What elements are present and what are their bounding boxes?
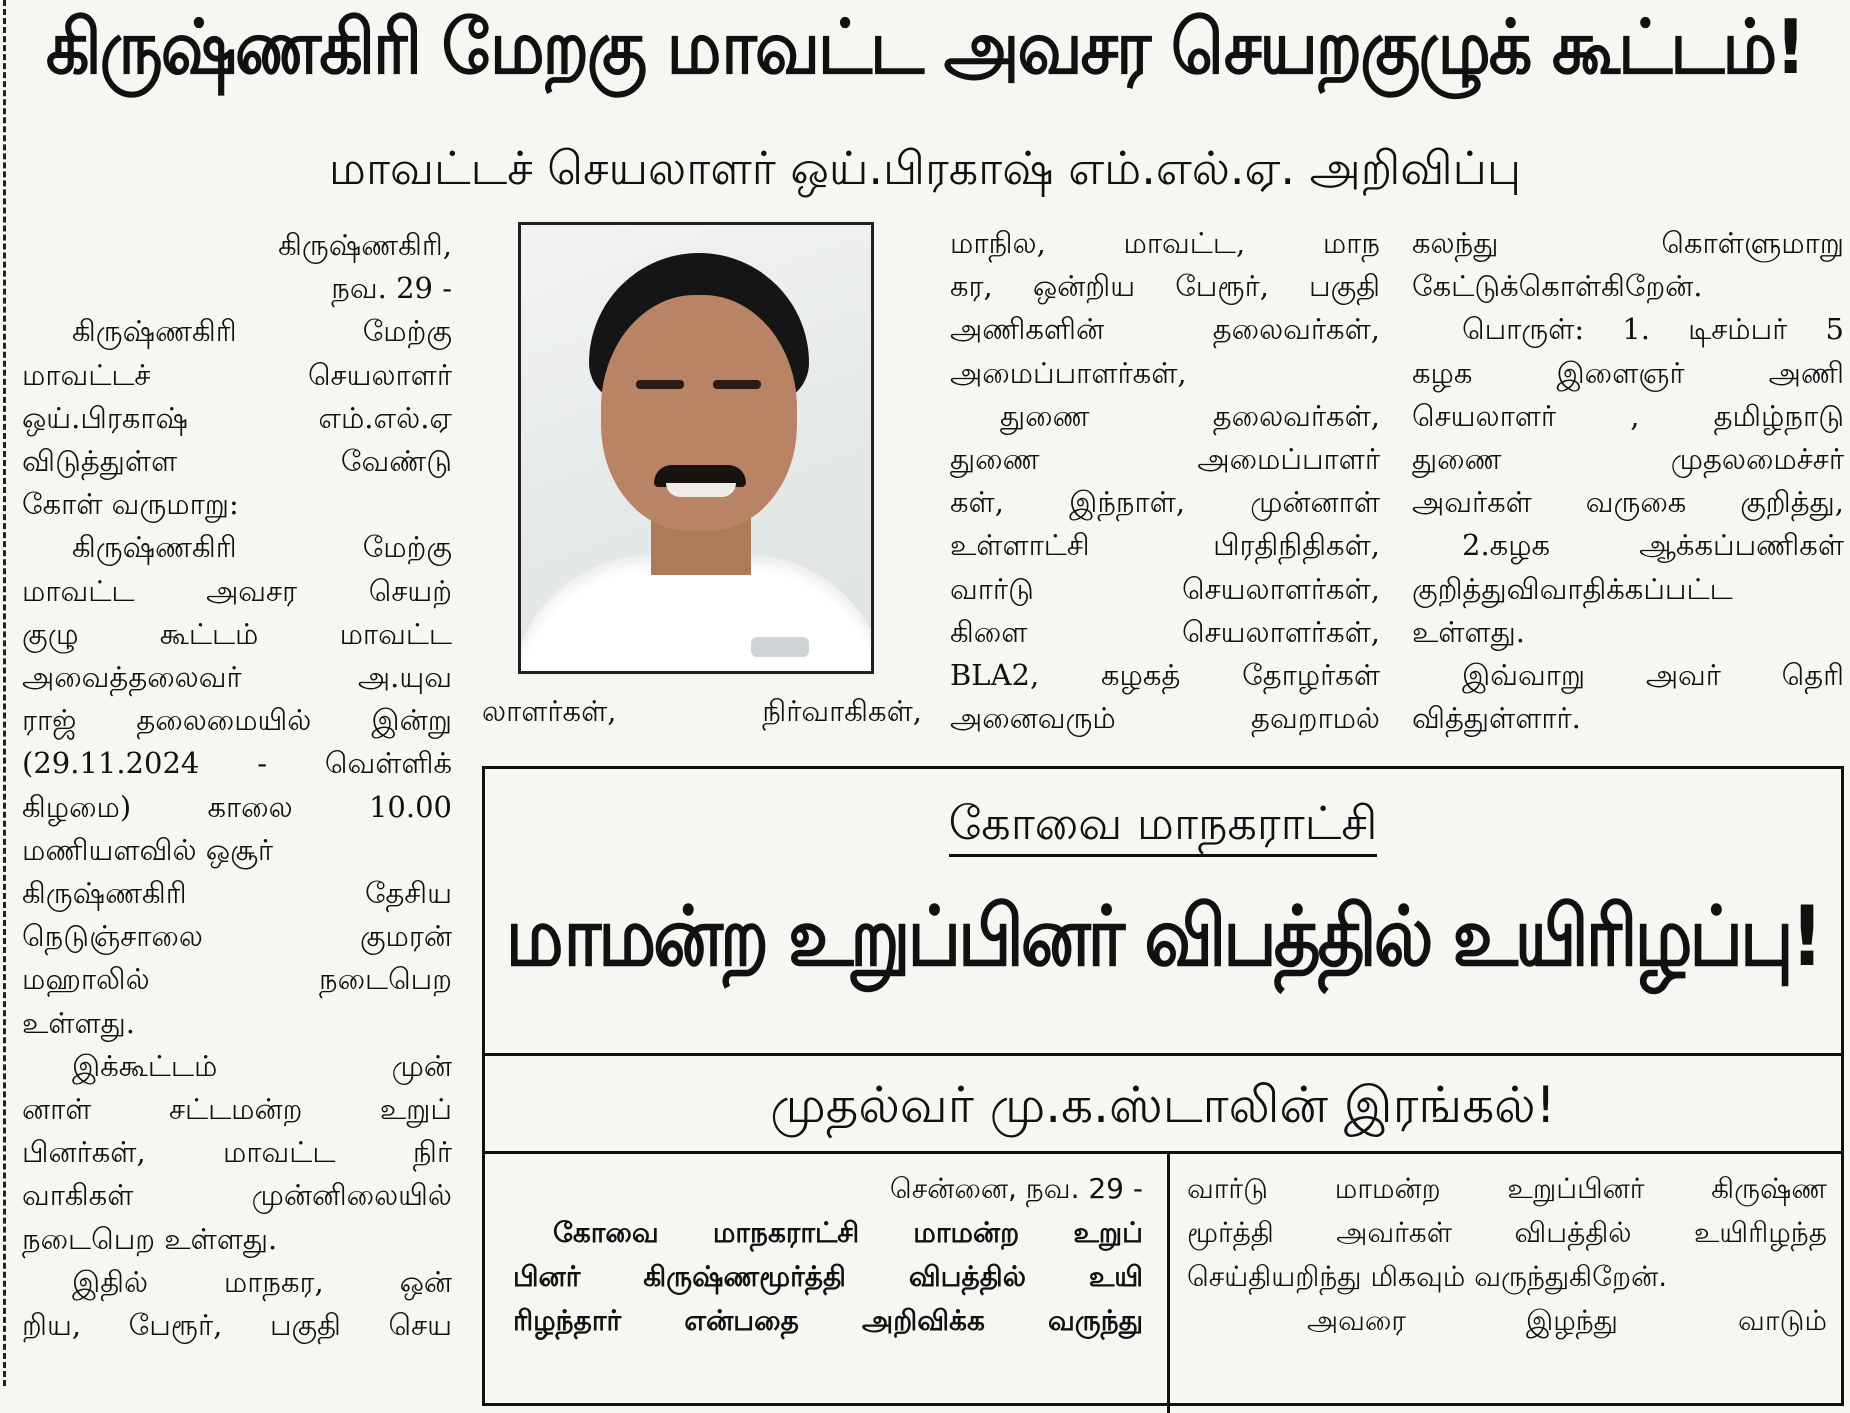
box-column-divider: [1167, 1153, 1170, 1413]
box-divider-rule: [485, 1151, 1841, 1154]
text-line: ரிழந்தார் என்பதை அறிவிக்க வருந்து: [513, 1304, 1143, 1337]
dateline-date: நவ. 29 -: [331, 271, 452, 306]
text-line: வார்டு செயலாளர்கள்,: [950, 571, 1380, 606]
box-kicker: [485, 795, 1841, 851]
text-line: வார்டு மாமன்ற உறுப்பினர் கிருஷ்ண: [1187, 1172, 1827, 1205]
text-line: பினர்கள், மாவட்ட நிர்: [22, 1135, 452, 1170]
text-line: கிருஷ்ணகிரி மேற்கு: [72, 314, 452, 349]
dashed-cut-line: [3, 0, 6, 1386]
text-line: மணியளவில் ஒசூர்: [22, 832, 273, 867]
text-line: கள், இந்நாள், முன்னாள்: [950, 485, 1380, 520]
text-line: வித்துள்ளார்.: [1412, 701, 1581, 736]
box-column-2: [1187, 1167, 1827, 1343]
text-line: நெடுஞ்சாலை குமரன்: [22, 919, 452, 954]
article1-column-3: [950, 222, 1380, 740]
text-line: னாள் சட்டமன்ற உறுப்: [22, 1092, 452, 1127]
box-subheadline: முதல்வர் மு.க.ஸ்டாலின் இரங்கல்!: [770, 1076, 1556, 1134]
text-line: மாநில, மாவட்ட, மாந: [950, 226, 1380, 260]
sub-headline: மாவட்டச் செயலாளர் ஒய்.பிரகாஷ் எம்.எல்.ஏ. அறிவிப்பு: [328, 141, 1522, 195]
text-line: செயலாளர் , தமிழ்நாடு: [1412, 398, 1844, 433]
text-line: வாகிகள் முன்னிலையில்: [22, 1178, 452, 1213]
text-line: அணிகளின் தலைவர்கள்,: [950, 312, 1380, 347]
box-dateline: சென்னை, நவ. 29 -: [889, 1172, 1143, 1205]
box-headline: மாமன்ற உறுப்பினர் விபத்தில் உயிரிழப்பு!: [505, 887, 1821, 985]
text-line: அனைவரும் தவறாமல்: [950, 701, 1380, 736]
text-line: மஹாலில் நடைபெற: [22, 962, 452, 997]
text-line: துணை முதலமைச்சர்: [1412, 442, 1844, 477]
text-line: உள்ளது.: [1412, 614, 1526, 649]
text-line: செய்தியறிந்து மிகவும் வருந்துகிறேன்.: [1187, 1260, 1668, 1293]
text-line: கழக இளைஞர் அணி: [1412, 355, 1844, 390]
text-line: கேட்டுக்கொள்கிறேன்.: [1412, 269, 1703, 304]
photo-brow-right: [713, 380, 761, 389]
text-line: மாவட்டச் செயலாளர்: [22, 357, 452, 392]
photo-smile: [666, 483, 736, 497]
text-line: அவரை இழந்து வாடும்: [1307, 1304, 1827, 1337]
text-line: மூர்த்தி அவர்கள் விபத்தில் உயிரிழந்த: [1187, 1216, 1827, 1249]
text-line: துணை தலைவர்கள்,: [1000, 398, 1380, 433]
box-kicker-text: கோவை மாநகராட்சி: [949, 796, 1378, 857]
photo-pocket-pen: [751, 637, 809, 657]
article1-column-4: [1412, 222, 1844, 740]
text-line: பினர் கிருஷ்ணமூர்த்தி விபத்தில் உயி: [513, 1260, 1143, 1293]
text-line: கிழமை) காலை 10.00: [22, 789, 452, 824]
text-line: ராஜ் தலைமையில் இன்று: [22, 703, 452, 738]
text-line: குழு கூட்டம் மாவட்ட: [22, 616, 452, 651]
box-divider-rule: [485, 1053, 1841, 1056]
text-line: பொருள்: 1. டிசம்பர் 5: [1462, 312, 1844, 347]
text-line: உள்ளாட்சி பிரதிநிதிகள்,: [950, 528, 1380, 563]
text-line: கர, ஒன்றிய பேரூர், பகுதி: [950, 269, 1380, 304]
text-line: 2.கழக ஆக்கப்பணிகள்: [1462, 528, 1844, 563]
text-line: கிருஷ்ணகிரி மேற்கு: [72, 530, 452, 565]
text-line: கிருஷ்ணகிரி தேசிய: [22, 876, 452, 911]
text-line: அவைத்தலைவர் அ.யுவ: [22, 660, 452, 695]
text-line: இதில் மாநகர, ஒன்: [72, 1264, 452, 1299]
text-line: உள்ளது.: [22, 1005, 136, 1040]
article1-column-2: [482, 690, 922, 733]
text-line: அவர்கள் வருகை குறித்து,: [1412, 485, 1844, 520]
text-line: நடைபெற உள்ளது.: [22, 1221, 278, 1256]
text-line: துணை அமைப்பாளர்: [950, 442, 1380, 477]
text-line: இவ்வாறு அவர் தெரி: [1462, 658, 1844, 693]
text-line: கலந்து கொள்ளுமாறு: [1412, 226, 1844, 260]
portrait-photo: [518, 222, 874, 674]
text-line: லாளர்கள், நிர்வாகிகள்,: [482, 694, 922, 728]
text-line: விடுத்துள்ள வேண்டு: [22, 444, 452, 479]
text-line: அமைப்பாளர்கள்,: [950, 355, 1187, 390]
text-line: (29.11.2024 - வெள்ளிக்: [22, 746, 452, 781]
text-line: மாவட்ட அவசர செயற்: [22, 573, 452, 608]
text-line: றிய, பேரூர், பகுதி செய: [22, 1308, 452, 1343]
text-line: குறித்துவிவாதிக்கப்பட்ட: [1412, 571, 1733, 606]
obituary-news-box: [482, 766, 1844, 1406]
text-line: கோவை மாநகராட்சி மாமன்ற உறுப்: [553, 1216, 1143, 1249]
text-line: BLA2, கழகத் தோழர்கள்: [950, 658, 1380, 693]
dateline-place: கிருஷ்ணகிரி,: [278, 228, 452, 262]
photo-brow-left: [636, 380, 684, 389]
article1-column-1: [22, 224, 452, 1347]
text-line: கிளை செயலாளர்கள்,: [950, 614, 1380, 649]
box-column-1: [513, 1167, 1143, 1343]
main-headline: கிருஷ்ணகிரி மேறகு மாவட்ட அவசர செயறகுழுக் கூட்டம்!: [45, 5, 1805, 92]
text-line: இக்கூட்டம் முன்: [72, 1048, 452, 1083]
text-line: கோள் வருமாறு:: [22, 487, 239, 522]
text-line: ஒய்.பிரகாஷ் எம்.எல்.ஏ: [22, 400, 452, 435]
